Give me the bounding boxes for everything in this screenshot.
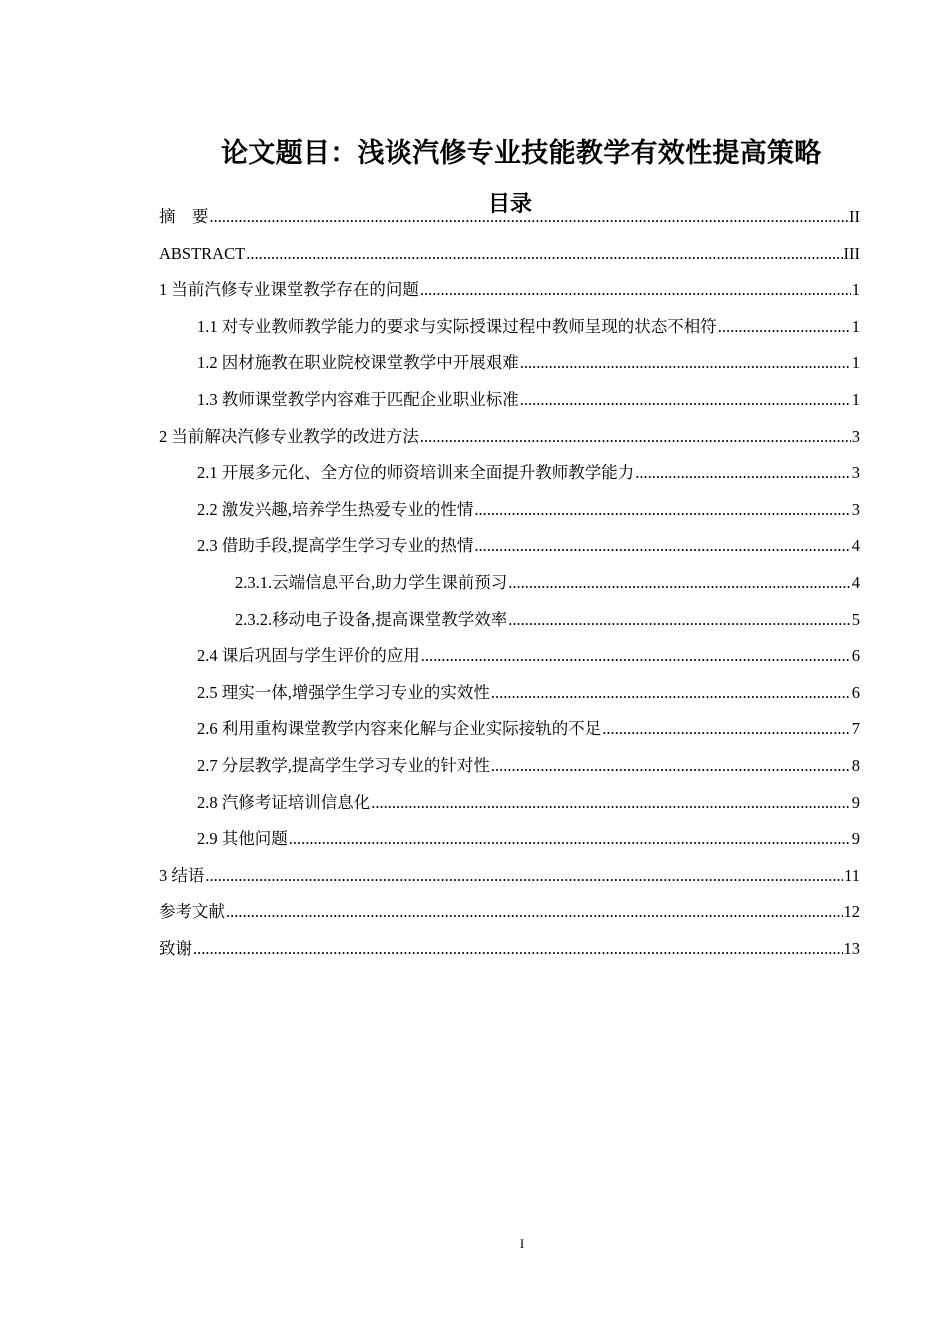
toc-entry-label: 1.1 对专业教师教学能力的要求与实际授课过程中教师呈现的状态不相符 [197, 316, 717, 336]
toc-entry-label: 2 当前解决汽修专业教学的改进方法 [159, 426, 419, 446]
toc-entry-label: 2.3.1.云端信息平台,助力学生课前预习 [235, 573, 508, 592]
toc-entry-page-number: 9 [851, 792, 860, 812]
toc-dot-leader [491, 681, 851, 705]
toc-entry-page-number: 12 [843, 902, 860, 922]
toc-entry[interactable] [159, 205, 860, 229]
toc-entry-page-number: 1 [851, 280, 860, 300]
toc-entry[interactable] [197, 534, 860, 558]
toc-entry[interactable] [197, 644, 860, 668]
toc-entry[interactable] [197, 827, 860, 851]
toc-entry-page-number: 1 [851, 390, 860, 409]
toc-entry-page-number: 4 [851, 536, 860, 556]
toc-dot-leader [508, 608, 851, 632]
toc-dot-leader [508, 571, 851, 595]
toc-entry-page-number: 6 [851, 646, 860, 666]
toc-entry-page-number: 7 [851, 719, 860, 739]
toc-entry[interactable] [197, 791, 860, 815]
toc-entry-label: 2.8 汽修考证培训信息化 [197, 792, 371, 812]
toc-entry-page-number: 4 [851, 573, 860, 592]
toc-dot-leader [226, 900, 843, 924]
toc-entry-label: 2.3 借助手段,提高学生学习专业的热情 [197, 536, 474, 556]
toc-dot-leader [520, 351, 851, 375]
toc-entry-page-number: 5 [851, 609, 860, 629]
toc-dot-leader [210, 205, 849, 229]
toc-dot-leader [420, 278, 851, 302]
toc-entry-label: 2.2 激发兴趣,培养学生热爱专业的性情 [197, 499, 474, 519]
toc-dot-leader [474, 534, 850, 558]
toc-entry[interactable] [159, 900, 860, 924]
toc-entry-page-number: 3 [851, 499, 860, 519]
toc-entry[interactable] [159, 278, 860, 302]
toc-dot-leader [420, 425, 851, 449]
toc-entry-page-number: 9 [851, 829, 860, 849]
toc-entry[interactable] [197, 388, 860, 412]
toc-dot-leader [635, 461, 851, 485]
toc-dot-leader [246, 242, 842, 266]
toc-entry[interactable] [197, 681, 860, 705]
toc-entry-label: 2.6 利用重构课堂教学内容来化解与企业实际接轨的不足 [197, 719, 602, 739]
toc-entry[interactable] [235, 608, 860, 632]
toc-entry-page-number: 1 [851, 353, 860, 373]
toc-dot-leader [371, 791, 851, 815]
toc-entry-label: 2.3.2.移动电子设备,提高课堂教学效率 [235, 609, 508, 629]
toc-dot-leader [520, 388, 851, 412]
toc-entry[interactable] [159, 242, 860, 266]
toc-entry-page-number: 8 [851, 756, 860, 775]
toc-heading: 目录 [487, 192, 532, 217]
toc-entry-label: 1.2 因材施教在职业院校课堂教学中开展艰难 [197, 353, 519, 373]
toc-entry-label: 2.5 理实一体,增强学生学习专业的实效性 [197, 682, 490, 702]
toc-entry[interactable] [159, 937, 860, 961]
toc-entry[interactable] [159, 864, 860, 888]
toc-entry-page-number: 3 [851, 463, 860, 483]
toc-dot-leader [718, 315, 851, 339]
toc-dot-leader [421, 644, 851, 668]
toc-entry[interactable] [197, 351, 860, 375]
toc-dot-leader [602, 717, 851, 741]
toc-dot-leader [491, 754, 851, 778]
toc-dot-leader [289, 827, 851, 851]
toc-entry-label: 3 结语 [159, 865, 205, 885]
toc-entry-label: 2.1 开展多元化、全方位的师资培训来全面提升教师教学能力 [197, 463, 635, 483]
toc-entry-label: 2.7 分层教学,提高学生学习专业的针对性 [197, 756, 490, 775]
toc-dot-leader [193, 937, 843, 961]
toc-entry[interactable] [197, 498, 860, 522]
toc-entry-label: 2.9 其他问题 [197, 829, 288, 849]
toc-entry[interactable] [197, 754, 860, 778]
toc-entry-page-number: 11 [844, 865, 860, 885]
toc-entry-label: 摘 要 [159, 207, 209, 226]
toc-entry-page-number: 1 [851, 316, 860, 336]
toc-entry-label: 致谢 [159, 939, 192, 958]
toc-entry-label: 2.4 课后巩固与学生评价的应用 [197, 646, 420, 666]
toc-entry-page-number: 3 [851, 426, 860, 446]
toc-entry-page-number: II [849, 207, 860, 226]
toc-entry[interactable] [197, 315, 860, 339]
toc-entry-label: ABSTRACT [159, 243, 246, 263]
toc-dot-leader [205, 864, 843, 888]
toc-entry[interactable] [235, 571, 860, 595]
toc-entry-label: 1.3 教师课堂教学内容难于匹配企业职业标准 [197, 390, 519, 409]
document-title: 论文题目：浅谈汽修专业技能教学有效性提高策略 [221, 138, 822, 169]
toc-entry-page-number: 13 [843, 939, 860, 958]
page-number: I [519, 1236, 525, 1251]
toc-entry[interactable] [197, 461, 860, 485]
toc-entry-page-number: III [843, 243, 860, 263]
toc-entry-label: 1 当前汽修专业课堂教学存在的问题 [159, 280, 419, 300]
toc-entry-label: 参考文献 [159, 902, 225, 922]
toc-entry[interactable] [197, 717, 860, 741]
toc-entry[interactable] [159, 425, 860, 449]
toc-entry-page-number: 6 [851, 682, 860, 702]
toc-dot-leader [474, 498, 850, 522]
